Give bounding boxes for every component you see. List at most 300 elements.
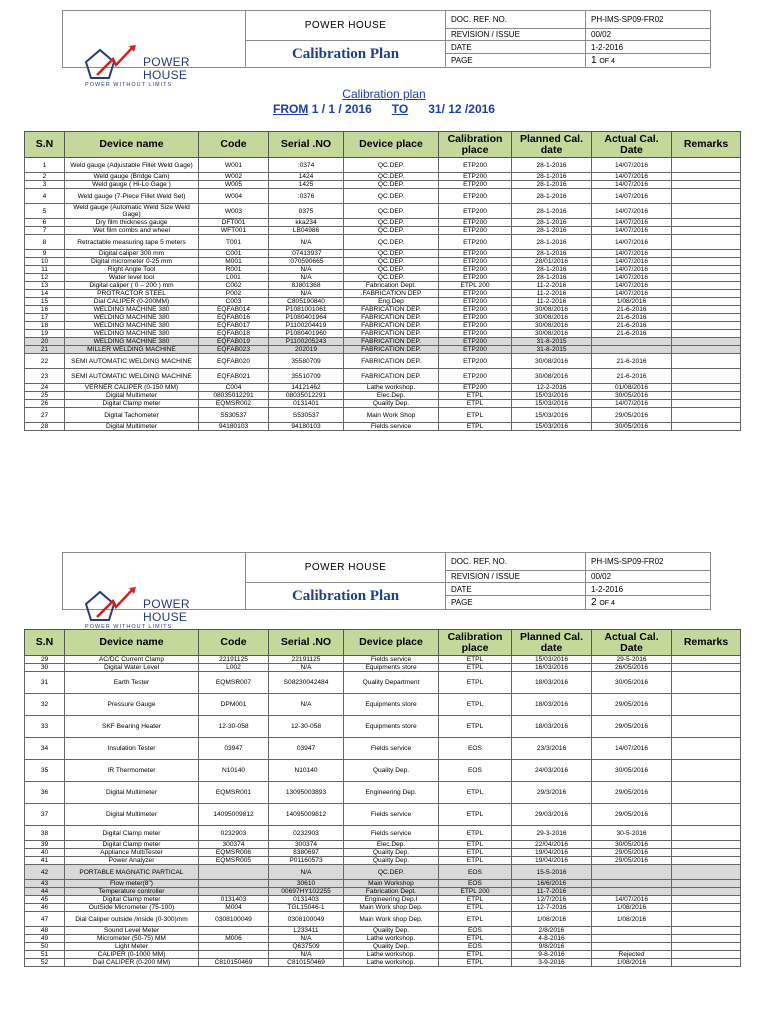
- cell-actual-date: 14/07/2016: [592, 219, 672, 227]
- cell-device-name: Pressure Gauge: [65, 694, 199, 716]
- doc-ref-label: DOC. REF. NO.: [446, 553, 586, 571]
- cell-serial-no: 8J801368: [269, 282, 344, 290]
- cell-code: S530537: [199, 408, 269, 423]
- cell-sn: 48: [25, 927, 65, 935]
- cell-sn: 18: [25, 322, 65, 330]
- cell-device-name: Digital Multimeter: [65, 392, 199, 400]
- cell-sn: 20: [25, 338, 65, 346]
- cell-planned-date: 23/3/2016: [512, 738, 592, 760]
- cell-device-name: Flow meter(8"): [65, 880, 199, 888]
- cell-calibration-place: ETP200: [439, 189, 512, 204]
- date-label: DATE: [446, 583, 586, 596]
- cell-sn: 27: [25, 408, 65, 423]
- cell-planned-date: 30/08/2016: [512, 314, 592, 322]
- cell-device-name: Power Analyzer: [65, 857, 199, 865]
- col-header-actual-date: Actual Cal. Date: [592, 132, 672, 158]
- cell-calibration-place: ETPL: [439, 694, 512, 716]
- cell-device-name: Retractable measuring tape 5 meters: [65, 235, 199, 250]
- cell-actual-date: 30/05/2016: [592, 392, 672, 400]
- cell-calibration-place: EOS: [439, 880, 512, 888]
- cell-serial-no: N/A: [269, 274, 344, 282]
- cell-remarks: [672, 951, 741, 959]
- cell-device-name: VERNER CALIPER (0-150 MM): [65, 384, 199, 392]
- cell-serial-no: 00697HY102255: [269, 888, 344, 896]
- cell-code: L002: [199, 664, 269, 672]
- cell-calibration-place: ETPL: [439, 951, 512, 959]
- cell-actual-date: 14/07/2016: [592, 266, 672, 274]
- table-row: [25, 865, 741, 880]
- logo-cell: [63, 553, 246, 630]
- cell-calibration-place: ETP200: [439, 330, 512, 338]
- table-row: [25, 423, 741, 431]
- cell-code: DFT001: [199, 219, 269, 227]
- cell-remarks: [672, 408, 741, 423]
- cell-sn: 40: [25, 849, 65, 857]
- cell-device-place: Quality Dep.: [344, 849, 439, 857]
- pentagon-bolt-icon: [83, 587, 143, 623]
- cell-planned-date: 19/04/2016: [512, 849, 592, 857]
- page-number: 1 OF 4: [586, 54, 711, 68]
- cell-device-place: QC.DEP.: [344, 189, 439, 204]
- cell-code: W002: [199, 173, 269, 181]
- cell-planned-date: 28-1-2016: [512, 158, 592, 173]
- col-header-serial-no: Serial .NO: [269, 630, 344, 656]
- table-row: [25, 306, 741, 314]
- revision-label: REVISION / ISSUE: [446, 571, 586, 583]
- table-row: [25, 258, 741, 266]
- cell-remarks: [672, 400, 741, 408]
- cell-remarks: [672, 943, 741, 951]
- cell-serial-no: N/A: [269, 865, 344, 880]
- cell-calibration-place: EOS: [439, 927, 512, 935]
- cell-planned-date: 28-1-2016: [512, 189, 592, 204]
- cell-planned-date: 28-1-2016: [512, 227, 592, 235]
- cell-device-place: FABRICATION DEP.: [344, 306, 439, 314]
- cell-calibration-place: ETPL: [439, 804, 512, 826]
- cell-sn: 9: [25, 250, 65, 258]
- cell-actual-date: 14/07/2016: [592, 235, 672, 250]
- cell-calibration-place: ETP200: [439, 219, 512, 227]
- cell-serial-no: 13095003893: [269, 782, 344, 804]
- logo-word-power: POWER: [143, 55, 190, 69]
- table-row: [25, 738, 741, 760]
- cell-serial-no: S530537: [269, 408, 344, 423]
- cell-remarks: [672, 282, 741, 290]
- cell-device-name: Dail CALIPER (0-200 MM): [65, 959, 199, 967]
- cell-actual-date: 30/05/2016: [592, 423, 672, 431]
- cell-calibration-place: EOS: [439, 738, 512, 760]
- cell-device-place: Lathe workshop.: [344, 384, 439, 392]
- cell-actual-date: 30/05/2016: [592, 760, 672, 782]
- cell-calibration-place: ETP200: [439, 298, 512, 306]
- cell-device-name: Insulation Tester: [65, 738, 199, 760]
- cell-device-place: FABRICATION DEP.: [344, 338, 439, 346]
- cell-actual-date: [592, 346, 672, 354]
- cell-actual-date: 14/07/2016: [592, 204, 672, 219]
- cell-calibration-place: ETP200: [439, 181, 512, 189]
- cell-actual-date: 21-6-2016: [592, 306, 672, 314]
- cell-planned-date: 16/03/2016: [512, 664, 592, 672]
- cell-device-place: Elec.Dep.: [344, 392, 439, 400]
- revision-label: REVISION / ISSUE: [446, 29, 586, 41]
- cell-remarks: [672, 849, 741, 857]
- cell-remarks: [672, 338, 741, 346]
- cell-sn: 7: [25, 227, 65, 235]
- cell-actual-date: 14/07/2016: [592, 290, 672, 298]
- cell-sn: 45: [25, 896, 65, 904]
- cell-actual-date: [592, 865, 672, 880]
- cell-serial-no: kka234: [269, 219, 344, 227]
- document-header: [62, 10, 711, 88]
- cell-code: [199, 943, 269, 951]
- cell-device-name: Weld gauge ( Hi-Lo Gage ): [65, 181, 199, 189]
- table-row: [25, 290, 741, 298]
- cell-serial-no: :07413937: [269, 250, 344, 258]
- cell-remarks: [672, 927, 741, 935]
- cell-calibration-place: ETPL: [439, 904, 512, 912]
- table-row: [25, 408, 741, 423]
- cell-planned-date: 30/08/2016: [512, 354, 592, 369]
- cell-sn: 31: [25, 672, 65, 694]
- cell-calibration-place: ETP200: [439, 338, 512, 346]
- cell-actual-date: 14/07/2016: [592, 158, 672, 173]
- cell-code: C810150469: [199, 959, 269, 967]
- cell-planned-date: 15/03/2016: [512, 408, 592, 423]
- plan-period: [0, 102, 768, 116]
- col-header-calibration-place: Calibration place: [439, 132, 512, 158]
- cell-planned-date: 12-7-2016: [512, 904, 592, 912]
- cell-device-name: Temperature controller: [65, 888, 199, 896]
- doc-ref-value: PH-IMS-SP09-FR02: [586, 11, 711, 29]
- cell-calibration-place: ETPL: [439, 423, 512, 431]
- cell-serial-no: 0131401: [269, 400, 344, 408]
- cell-remarks: [672, 322, 741, 330]
- cell-device-name: WELDING MACHINE 380: [65, 330, 199, 338]
- cell-calibration-place: ETP200: [439, 274, 512, 282]
- cell-calibration-place: EOS: [439, 760, 512, 782]
- cell-planned-date: 24/03/2016: [512, 760, 592, 782]
- cell-serial-no: :070590665: [269, 258, 344, 266]
- logo-word-house: HOUSE: [143, 610, 188, 624]
- cell-calibration-place: ETP200: [439, 227, 512, 235]
- table-row: [25, 181, 741, 189]
- cell-actual-date: 14/07/2016: [592, 738, 672, 760]
- cell-device-name: Weld gauge (Adjustable Fillet Weld Gage): [65, 158, 199, 173]
- cell-sn: 41: [25, 857, 65, 865]
- cell-actual-date: 14/07/2016: [592, 189, 672, 204]
- company-name: POWER HOUSE: [246, 11, 446, 41]
- cell-planned-date: 15/03/2016: [512, 656, 592, 664]
- cell-device-place: QC.DEP.: [344, 158, 439, 173]
- cell-planned-date: 28-1-2016: [512, 250, 592, 258]
- cell-remarks: [672, 841, 741, 849]
- cell-actual-date: 29/05/2016: [592, 857, 672, 865]
- cell-code: EQFAB020: [199, 354, 269, 369]
- cell-device-name: IR Thermometer: [65, 760, 199, 782]
- table-row: [25, 282, 741, 290]
- col-header-device-place: Device place: [344, 630, 439, 656]
- table-row: [25, 298, 741, 306]
- cell-device-place: Quality Dep.: [344, 760, 439, 782]
- cell-serial-no: N/A: [269, 935, 344, 943]
- table-row: [25, 354, 741, 369]
- table-row: [25, 173, 741, 181]
- cell-device-name: Dry film thickness gauge: [65, 219, 199, 227]
- cell-remarks: [672, 694, 741, 716]
- cell-serial-no: 22191125: [269, 656, 344, 664]
- table-row: [25, 912, 741, 927]
- cell-sn: 39: [25, 841, 65, 849]
- cell-actual-date: 29/05/2016: [592, 408, 672, 423]
- cell-code: C002: [199, 282, 269, 290]
- cell-device-place: Equipments store: [344, 664, 439, 672]
- cell-remarks: [672, 423, 741, 431]
- cell-sn: 29: [25, 656, 65, 664]
- cell-sn: 37: [25, 804, 65, 826]
- cell-serial-no: 202019: [269, 346, 344, 354]
- cell-planned-date: 30/08/2016: [512, 306, 592, 314]
- page-number: 2 OF 4: [586, 596, 711, 610]
- col-header-remarks: Remarks: [672, 630, 741, 656]
- cell-code: EQMSR001: [199, 782, 269, 804]
- cell-device-place: Main Workshop: [344, 880, 439, 888]
- cell-actual-date: [592, 888, 672, 896]
- cell-sn: 46: [25, 904, 65, 912]
- cell-planned-date: 9/8/2016: [512, 943, 592, 951]
- cell-device-name: Digital Tachometer: [65, 408, 199, 423]
- table-row: [25, 716, 741, 738]
- cell-device-name: WELDING MACHINE 380: [65, 306, 199, 314]
- cell-serial-no: 08035012291: [269, 392, 344, 400]
- cell-device-place: Quality Dep.: [344, 857, 439, 865]
- cell-sn: 11: [25, 266, 65, 274]
- cell-device-place: Elec.Dep.: [344, 841, 439, 849]
- cell-device-name: Digital caliper ( 0 – 200 ) mm: [65, 282, 199, 290]
- cell-device-place: FABRICATION DEP.: [344, 314, 439, 322]
- cell-calibration-place: ETPL: [439, 935, 512, 943]
- cell-device-place: Equipments store: [344, 716, 439, 738]
- cell-planned-date: 12-2-2016: [512, 384, 592, 392]
- cell-planned-date: 28-1-2016: [512, 274, 592, 282]
- cell-device-place: QC.DEP.: [344, 258, 439, 266]
- date-label: DATE: [446, 41, 586, 54]
- cell-remarks: [672, 857, 741, 865]
- cell-remarks: [672, 298, 741, 306]
- cell-calibration-place: ETPL: [439, 841, 512, 849]
- plan-heading-title: Calibration plan: [342, 87, 426, 101]
- cell-serial-no: 12-30-058: [269, 716, 344, 738]
- doc-ref-label: DOC. REF. NO.: [446, 11, 586, 29]
- cell-device-place: QC.DEP.: [344, 173, 439, 181]
- cell-planned-date: 18/03/2016: [512, 716, 592, 738]
- cell-actual-date: 14/07/2016: [592, 274, 672, 282]
- cell-sn: 19: [25, 330, 65, 338]
- table-row: [25, 219, 741, 227]
- date-value: 1-2-2016: [586, 41, 711, 54]
- cell-actual-date: 14/07/2016: [592, 258, 672, 266]
- cell-planned-date: 2/8/2016: [512, 927, 592, 935]
- cell-serial-no: P1080401960: [269, 330, 344, 338]
- col-header-remarks: Remarks: [672, 132, 741, 158]
- cell-device-place: QC.DEP.: [344, 865, 439, 880]
- cell-serial-no: :0376: [269, 189, 344, 204]
- cell-code: T001: [199, 235, 269, 250]
- cell-code: EQMSR007: [199, 672, 269, 694]
- cell-serial-no: TGL15046-1: [269, 904, 344, 912]
- cell-planned-date: 15/03/2016: [512, 423, 592, 431]
- cell-calibration-place: EOS: [439, 943, 512, 951]
- cell-sn: 25: [25, 392, 65, 400]
- cell-device-place: Fabrication Dept.: [344, 888, 439, 896]
- cell-device-name: Digital Clamp meter: [65, 841, 199, 849]
- table-row: [25, 656, 741, 664]
- cell-code: C001: [199, 250, 269, 258]
- col-header-device-name: Device name: [65, 132, 199, 158]
- table-row: [25, 227, 741, 235]
- cell-planned-date: 28-1-2016: [512, 266, 592, 274]
- cell-serial-no: C805190840: [269, 298, 344, 306]
- cell-sn: 35: [25, 760, 65, 782]
- cell-sn: 17: [25, 314, 65, 322]
- cell-sn: 3: [25, 181, 65, 189]
- doc-ref-value: PH-IMS-SP09-FR02: [586, 553, 711, 571]
- cell-device-name: WELDING MACHINE 380: [65, 338, 199, 346]
- cell-device-name: Digital Multimeter: [65, 804, 199, 826]
- cell-device-name: PROTRACTOR STEEL: [65, 290, 199, 298]
- cell-calibration-place: ETP200: [439, 250, 512, 258]
- cell-serial-no: 94180103: [269, 423, 344, 431]
- table-row: [25, 782, 741, 804]
- cell-device-place: FABRICATION DEP.: [344, 354, 439, 369]
- cell-planned-date: 28-1-2016: [512, 173, 592, 181]
- cell-planned-date: 11-2-2016: [512, 290, 592, 298]
- cell-sn: 14: [25, 290, 65, 298]
- cell-device-name: Sound Level Meter: [65, 927, 199, 935]
- cell-code: W001: [199, 158, 269, 173]
- cell-sn: 52: [25, 959, 65, 967]
- cell-planned-date: 28-1-2016: [512, 181, 592, 189]
- cell-remarks: [672, 258, 741, 266]
- cell-serial-no: 1424: [269, 173, 344, 181]
- cell-code: M001: [199, 258, 269, 266]
- cell-device-name: SKF Bearing Heater: [65, 716, 199, 738]
- cell-device-place: Lathe workshop.: [344, 951, 439, 959]
- col-header-code: Code: [199, 132, 269, 158]
- cell-actual-date: 29/05/2016: [592, 716, 672, 738]
- cell-device-place: QC.DEP.: [344, 204, 439, 219]
- cell-device-name: Digital Water Level: [65, 664, 199, 672]
- cell-code: EQFAB019: [199, 338, 269, 346]
- col-header-planned-date: Planned Cal. date: [512, 132, 592, 158]
- cell-planned-date: 3-9-2016: [512, 959, 592, 967]
- cell-calibration-place: ETPL: [439, 656, 512, 664]
- cell-serial-no: Q637509: [269, 943, 344, 951]
- cell-code: M004: [199, 904, 269, 912]
- cell-device-place: Main Work Shop: [344, 408, 439, 423]
- cell-planned-date: 11-2-2016: [512, 282, 592, 290]
- cell-actual-date: 14/07/2016: [592, 173, 672, 181]
- table-row: [25, 951, 741, 959]
- cell-remarks: [672, 250, 741, 258]
- cell-calibration-place: ETPL: [439, 959, 512, 967]
- cell-device-place: QC.DEP.: [344, 227, 439, 235]
- to-label: TO: [391, 102, 409, 116]
- cell-sn: 2: [25, 173, 65, 181]
- cell-device-place: QC.DEP.: [344, 250, 439, 258]
- cell-device-place: Engineering Dep.I: [344, 896, 439, 904]
- cell-serial-no: N/A: [269, 290, 344, 298]
- cell-device-name: Dial Caliper outside /Ιnside (0-300)mm: [65, 912, 199, 927]
- col-header-calibration-place: Calibration place: [439, 630, 512, 656]
- cell-calibration-place: ETPL: [439, 912, 512, 927]
- cell-device-name: Digital Multimeter: [65, 423, 199, 431]
- cell-serial-no: P1100204419: [269, 322, 344, 330]
- cell-calibration-place: ETPL: [439, 408, 512, 423]
- calibration-table-page-2: [24, 629, 741, 967]
- cell-code: EQMSR006: [199, 849, 269, 857]
- cell-calibration-place: ETP200: [439, 314, 512, 322]
- table-row: [25, 826, 741, 841]
- cell-serial-no: S08230042484: [269, 672, 344, 694]
- cell-remarks: [672, 935, 741, 943]
- cell-planned-date: 30/08/2016: [512, 322, 592, 330]
- cell-actual-date: 14/07/2016: [592, 896, 672, 904]
- cell-remarks: [672, 227, 741, 235]
- cell-calibration-place: ETPL: [439, 716, 512, 738]
- cell-code: 300374: [199, 841, 269, 849]
- cell-serial-no: 0308100049: [269, 912, 344, 927]
- cell-device-place: Quality Dep.: [344, 943, 439, 951]
- cell-remarks: [672, 782, 741, 804]
- cell-sn: 22: [25, 354, 65, 369]
- cell-code: EQFAB021: [199, 369, 269, 384]
- cell-serial-no: 1425: [269, 181, 344, 189]
- cell-code: EQFAB023: [199, 346, 269, 354]
- cell-device-name: Digital micrometer 0-25 mm: [65, 258, 199, 266]
- cell-serial-no: 8380697: [269, 849, 344, 857]
- page-label: PAGE: [446, 596, 586, 610]
- cell-planned-date: 28-1-2016: [512, 219, 592, 227]
- cell-sn: 49: [25, 935, 65, 943]
- cell-remarks: [672, 880, 741, 888]
- cell-device-name: AC/DC Current Clamp: [65, 656, 199, 664]
- cell-sn: 4: [25, 189, 65, 204]
- cell-code: EQMSR005: [199, 857, 269, 865]
- cell-serial-no: N/A: [269, 694, 344, 716]
- cell-remarks: [672, 672, 741, 694]
- table-row: [25, 392, 741, 400]
- cell-planned-date: 30/08/2016: [512, 369, 592, 384]
- cell-sn: 6: [25, 219, 65, 227]
- cell-actual-date: 14/07/2016: [592, 250, 672, 258]
- cell-code: W004: [199, 189, 269, 204]
- cell-remarks: [672, 826, 741, 841]
- cell-device-place: QC.DEP.: [344, 235, 439, 250]
- cell-device-name: MILLER WELDING MACHINE: [65, 346, 199, 354]
- table-row: [25, 694, 741, 716]
- cell-device-name: Digital caliper 300 mm: [65, 250, 199, 258]
- cell-calibration-place: ETPL: [439, 896, 512, 904]
- cell-sn: 1: [25, 158, 65, 173]
- cell-calibration-place: ETP200: [439, 290, 512, 298]
- cell-calibration-place: ETP200: [439, 235, 512, 250]
- cell-planned-date: 18/03/2016: [512, 672, 592, 694]
- cell-remarks: [672, 274, 741, 282]
- cell-code: 03947: [199, 738, 269, 760]
- cell-remarks: [672, 959, 741, 967]
- cell-planned-date: 9-8-2016: [512, 951, 592, 959]
- table-row: [25, 664, 741, 672]
